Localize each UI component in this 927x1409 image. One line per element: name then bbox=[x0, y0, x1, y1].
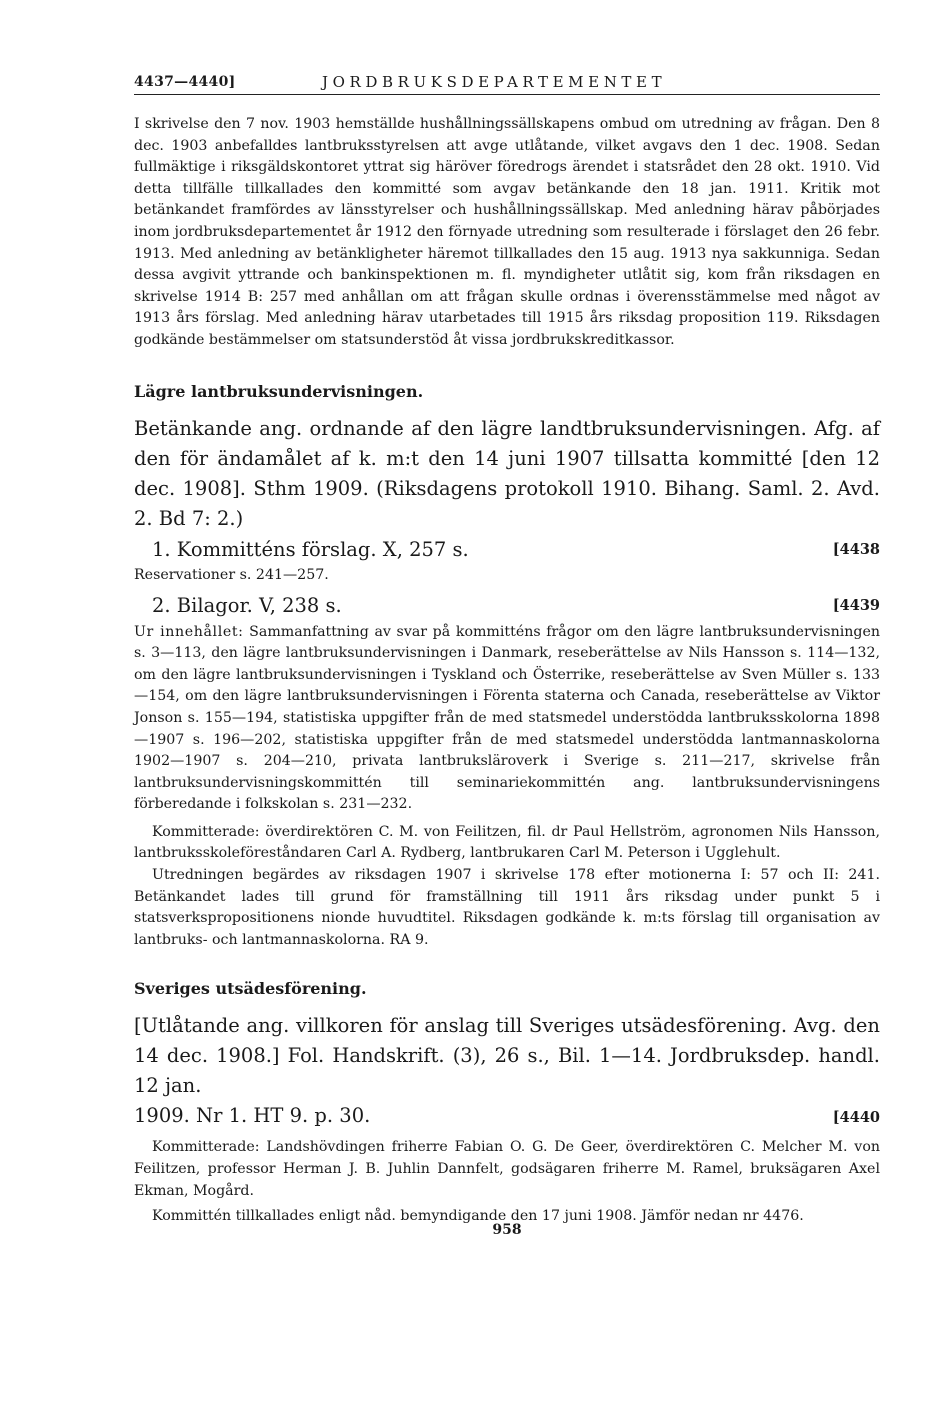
report-title-last-line: 1909. Nr 1. HT 9. p. 30. bbox=[134, 1104, 371, 1128]
contents-paragraph bbox=[134, 622, 880, 816]
report-title: [Utlåtande ang. villkoren för anslag till Sveriges utsädesförening. Avg. den 14 dec. 1908.] Fol. Handskrift. (3), 26 s., Bil. 1—14. Jordbruksdep. handl. 12 jan. bbox=[134, 1014, 880, 1098]
contents-label: Ur innehållet: bbox=[134, 623, 244, 640]
entry-4438 bbox=[134, 536, 880, 564]
section-lagre-lantbruksundervisningen bbox=[134, 382, 880, 952]
page-number: 958 bbox=[492, 1222, 522, 1238]
intro-paragraph: I skrivelse den 7 nov. 1903 hemställde hushållningssällskapens ombud om utredning av frågan. Den 8 dec. 1903 anbefalldes lantbruksstyrelsen att avge utlåtande, vilket avgavs den 1 dec. 1908. Sedan fullmäktige i riksgäldskontoret yttrat sig häröver föredrogs ärendet i statsrådet den 28 okt. 1910. Vid detta tillfälle tillkallades den kommitté som avgav betänkande den 18 jan. 1911. Kritik mot betänkandet framfördes av länsstyrelser och hushållningssällskap. Med anledning härav påbörjades inom jordbruksdepartementet år 1912 den förnyade utredning som resulterade i förslaget den 26 febr. 1913. Med anledning av betänkligheter häremot tillkallades den 15 aug. 1913 nya sakkunniga. Sedan dessa avgivit yttrande och bankinspektionen m. fl. myndigheter utlåtit sig, kom från riksdagen en skrivelse 1914 B: 257 med anhållan om att frågan skulle ordnas i överensstämmelse med något av 1913 års förslag. Med anledning härav utarbetades till 1915 års riksdag proposition 119. Riksdagen godkände bestämmelser om statsunderstöd åt vissa jordbrukskreditkassor. bbox=[134, 116, 880, 348]
running-head bbox=[134, 64, 880, 95]
committee-label: Kommitterade: bbox=[152, 1139, 260, 1156]
committee-text: överdirektören C. M. von Feilitzen, fil. dr Paul Hellström, agronomen Nils Hansson, lantbruksskoleföreståndaren Carl A. Rydberg, lantbrukaren Carl M. Peterson i Ugglehult. bbox=[134, 823, 880, 862]
department-title: JORDBRUKSDEPARTEMENTET bbox=[322, 73, 667, 91]
entry-number: [4440 bbox=[832, 1109, 880, 1127]
contents-text: Sammanfattning av svar på kommitténs frågor om den lägre lantbruksundervisningen s. 3—113, den lägre lantbruksundervisningen i Danmark, reseberättelse av Nils Hansson s. 114—132, om den lägre lantbruksundervisningen i Tyskland och Österrike, reseberättelse av Sven Müller s. 133—154, om den lägre lantbruksundervisningen i Förenta staterna och Canada, reseberättelse av Viktor Jonson s. 155—194, statistiska uppgifter från de med statsmedel understödda lantbruksskolorna 1898—1907 s. 196—202, statistiska uppgifter från de med statsmedel understödda lantmannaskolorna 1902—1907 s. 204—210, privata lantbruksläroverk i Sverige s. 211—217, skrivelse från lantbruksundervisningskommittén till seminariekommittén ang. lantbruksundervisningens förberedande i folkskolan s. 231—232. bbox=[134, 623, 880, 813]
committee-paragraph bbox=[134, 822, 880, 865]
entry-number: [4439 bbox=[832, 596, 880, 614]
entry-title: 1. Kommitténs förslag. X, 257 s. bbox=[152, 537, 469, 561]
committee-paragraph bbox=[134, 1137, 880, 1202]
section-sveriges-utsadesforening bbox=[134, 979, 880, 1227]
section-heading: Sveriges utsädesförening. bbox=[134, 979, 367, 999]
reservation-note: Reservationer s. 241—257. bbox=[134, 566, 329, 583]
entry-4439 bbox=[134, 592, 880, 620]
entry-range: 4437—4440] bbox=[134, 74, 236, 90]
note-paragraph: Utredningen begärdes av riksdagen 1907 i skrivelse 178 efter motionerna I: 57 och II: 241. Betänkandet lades till grund för framställning till 1911 års riksdag under punkt 5 i statsverkspropositionens nionde huvudtitel. Riksdagen godkände k. m:ts förslag till organisation av lantbruks- och lantmannaskolorna. RA 9. bbox=[134, 867, 880, 948]
entry-number: [4438 bbox=[832, 540, 880, 558]
committee-text: Landshövdingen friherre Fabian O. G. De Geer, överdirektören C. Melcher M. von Feilitzen, professor Herman J. B. Juhlin Dannfelt, godsägaren friherre M. Ramel, bruksägaren Axel Ekman, Mogård. bbox=[134, 1139, 881, 1199]
entry-title: 2. Bilagor. V, 238 s. bbox=[152, 593, 342, 617]
section-heading: Lägre lantbruksundervisningen. bbox=[134, 381, 424, 401]
note-paragraph: Kommittén tillkallades enligt nåd. bemyndigande den 17 juni 1908. Jämför nedan nr 4476. bbox=[152, 1208, 804, 1225]
committee-label: Kommitterade: bbox=[152, 823, 260, 840]
report-title: Betänkande ang. ordnande af den lägre landtbruksundervisningen. Afg. af den för ändamålet af k. m:t den 14 juni 1907 tillsatta kommitté [den 12 dec. 1908]. Sthm 1909. (Riksdagens protokoll 1910. Bihang. Saml. 2. Avd. 2. Bd 7: 2.) bbox=[134, 416, 880, 530]
document-page bbox=[134, 64, 881, 1238]
entry-4440 bbox=[134, 1101, 880, 1131]
